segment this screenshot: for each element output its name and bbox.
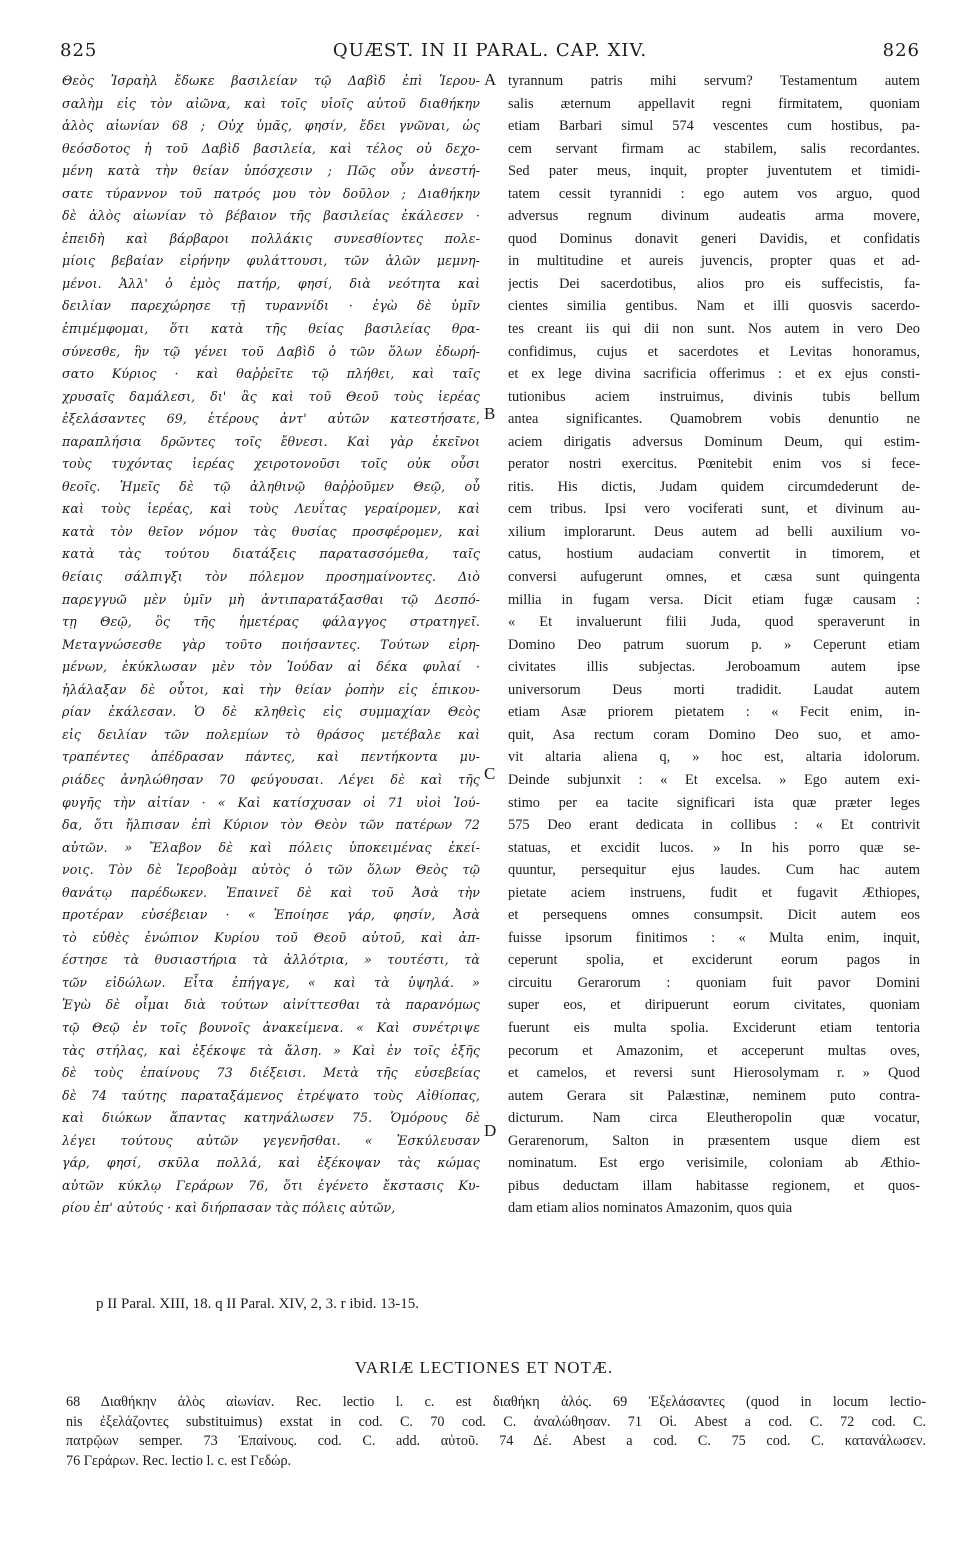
variae-lectiones-notes <box>66 1393 926 1471</box>
note-line: 68 Διαθήκην ἁλὸς αἰωνίαν. Rec. lectio l. c. est διαθήκη ἁλός. 69 Ἐξελάσαντες (quod in locum lectio- <box>66 1394 926 1410</box>
latin-text-line: et camelos, et reversi sunt Hierosolymam r. » Quod <box>508 1065 920 1082</box>
latin-text-line: Gerarenorum, Salton in præsentem usque diem est <box>508 1132 920 1149</box>
greek-text-line: ἐπιμέμφομαι, ὅτι κατὰ τῆς θείας βασιλείας θρα- <box>62 321 480 337</box>
latin-text-line: etiam Barbari simul 574 vescentes cum hostibus, pa- <box>508 118 920 135</box>
latin-text-line: statuas, et excidit lucos. » In his porro quæ se- <box>508 839 920 856</box>
greek-text-line: ἐξελάσαντες 69, ἑτέρους ἀντ' αὐτῶν κατεστήσατε, <box>62 411 480 427</box>
greek-text-line: παραπλήσια δρῶντες τοῖς ἔθνεσι. Καὶ γὰρ ἐκεῖνοι <box>62 433 480 449</box>
latin-text-line: tutionibus aciem instruimus, divinis tubis bellum <box>508 388 920 405</box>
note-line: 76 Γεράρων. Rec. lectio l. c. est Γεδώρ. <box>66 1452 292 1469</box>
greek-text-line: τὰς στήλας, καὶ ἐξέκοψε τὰ ἄλση. » Καὶ ἐν τοῖς ἑξῆς <box>62 1042 480 1058</box>
latin-text-line: adversus regnum divinum audeatis arma movere, <box>508 208 920 225</box>
greek-text-line: ρίαν ἐκάλεσαν. Ὁ δὲ κληθεὶς εἰς συμμαχίαν Θεὸς <box>62 704 480 720</box>
greek-text-line: γάρ, φησί, σκῦλα πολλά, καὶ ἐξέκοψαν τὰς κώμας <box>62 1155 480 1171</box>
greek-text-line: καὶ τοὺς ἱερέας, καὶ τοὺς Λευΐτας γεραίρομεν, καὶ <box>62 501 480 517</box>
latin-text-line: et ex lege divina sacrificia offerimus : et ex ejus consti- <box>508 366 920 383</box>
greek-text-line: δὲ 74 ταύτης παραταξάμενος ἐτρέψατο τοὺς Αἰθίοπας, <box>62 1087 480 1103</box>
greek-text-line: σατο Κύριος · καὶ θαῤῥεῖτε τῷ πλήθει, καὶ ταῖς <box>62 366 480 382</box>
latin-text-line: cem servant firmam ac stabilem, salis recordantes. <box>508 140 920 157</box>
greek-text-line: κατὰ τὰς τούτου διατάξεις παρατασσόμεθα, ταῖς <box>62 546 480 562</box>
greek-text-line: αὐτῶν. » Ἔλαβον δὲ καὶ πόλεις ὑποκειμένας ἐκεί- <box>62 839 480 855</box>
greek-text-line: Μεταγνώσεσθε γὰρ τοῦτο ποιήσαντες. Τούτων εἰρη- <box>62 636 480 652</box>
running-title: QUÆST. IN II PARAL. CAP. XIV. <box>332 40 648 61</box>
note-line: nis ἐξελάζοντες substituimus) exstat in cod. C. 70 cod. C. ἀναλώθησαν. 71 Οἱ. Abest a cod. C. 72 cod. C. <box>66 1413 926 1430</box>
greek-text-line: δειλίαν παρεχώρησε τῇ τυραννίδι · ἐγὼ δὲ ὑμῖν <box>62 298 480 314</box>
latin-text-line: quuntur, persequitur ejus laudes. Cum hac autem <box>508 862 920 879</box>
page-number-left: 825 <box>60 40 98 61</box>
greek-text-line: παρεγγυῶ μὲν ὑμῖν μὴ ἀντιπαρατάξασθαι τῷ Δεσπό- <box>62 591 480 607</box>
greek-text-line: έστησε τὰ θυσιαστήρια τὰ ἀλλότρια, » τουτέστι, τὰ <box>62 952 480 968</box>
greek-text-line: θανάτῳ παρέδωκεν. Ἐπαινεῖ δὲ καὶ τοῦ Ἀσὰ τὴν <box>62 884 480 900</box>
greek-text-line: προτέραν εὐσέβειαν · « Ἐποίησε γάρ, φησίν, Ἀσὰ <box>62 907 480 923</box>
greek-text-line: Θεὸς Ἰσραὴλ ἔδωκε βασιλείαν τῷ Δαβὶδ ἐπὶ Ἱερου- <box>62 73 480 88</box>
latin-text-line: cientes similia gentibus. Nam et illi quosvis sacerdo- <box>508 298 920 315</box>
latin-text-line: tyrannum patris mihi servum? Testamentum autem <box>508 73 920 89</box>
greek-text-line: ἠλάλαξαν δὲ οὗτοι, καὶ τὴν θείαν ῥοπὴν εἰς ἐπικου- <box>62 681 480 697</box>
variae-lectiones-title: VARIÆ LECTIONES ET NOTÆ. <box>354 1358 614 1377</box>
latin-text-line: pietate aciem instruens, fudit et fugavit Æthiopes, <box>508 884 920 901</box>
latin-text-line: Sed pater meus, inquit, propter juventutem et timidi- <box>508 163 920 180</box>
greek-text-line: θείαις σάλπιγξι τὸν πόλεμον προσημαίνοντες. Διὸ <box>62 569 480 585</box>
greek-text-line: σύνεσθε, ἣν τῷ γένει τοῦ Δαβὶδ ὁ τῶν ὅλων ἐδωρή- <box>62 343 480 359</box>
latin-text-line: « Et invaluerunt filii Juda, quod speraverunt in <box>508 614 920 631</box>
greek-text-line: δα, ὅτι ἤλπισαν ἐπὶ Κύριον τὸν Θεὸν τῶν πατέρων 72 <box>62 817 480 833</box>
latin-text-line: conversi aufugerunt omnes, et cæsa sunt quingenta <box>508 569 920 586</box>
note-line: πατρῷων semper. 73 Ἐπαίνους. cod. C. add. αὐτοῦ. 74 Δέ. Abest a cod. C. 75 cod. C. κατανάλωσεν. <box>66 1433 926 1449</box>
scripture-references: p II Paral. XIII, 18. q II Paral. XIV, 2, 3. r ibid. 13-15. <box>96 1296 419 1312</box>
latin-text-line: nominatum. Est ergo verisimile, coloniam ab Æthio- <box>508 1155 920 1172</box>
latin-text-line: dam etiam alios nominatos Amazonim, quos quia <box>508 1200 793 1217</box>
greek-text-line: τοὺς τυχόντας ἱερέας χειροτονοῦσι τοῖς οὐκ οὖσι <box>62 456 480 472</box>
latin-text-line: Domino Deo patrum suorum p. » Ceperunt etiam <box>508 636 920 653</box>
latin-text-line: ritis. His dictis, Judam quidem circumdederunt de- <box>508 478 920 495</box>
margin-letter-a: A <box>484 70 497 89</box>
latin-text-line: cem tribus. Ipsi vero vociferati sunt, et divinum au- <box>508 501 920 518</box>
latin-text-line: salis æternum appellavit regni firmitatem, quoniam <box>508 95 920 112</box>
margin-letter-b: B <box>484 404 496 423</box>
latin-column <box>508 70 920 1220</box>
greek-text-line: τῶν εἰδώλων. Εἶτα ἐπήγαγε, « καὶ τὰ ὑψηλά. » <box>62 974 480 990</box>
greek-text-line: τραπέντες ἀπέδρασαν πάντες, καὶ πεντήκοντα μυ- <box>62 749 480 765</box>
greek-text-line: κατὰ τὸν θεῖον νόμον τὰς θυσίας προσφέρομεν, καὶ <box>62 523 480 539</box>
greek-text-line: μένοι. Ἀλλ' ὁ ἐμὸς πατήρ, φησί, διὰ νεότητα καὶ <box>62 275 480 291</box>
latin-text-line: tatem cessit tyrannidi : ego autem vos arguo, quod <box>508 185 920 202</box>
greek-text-line: τὸ εὐθὲς ἐνώπιον Κυρίου τοῦ Θεοῦ αὐτοῦ, καὶ ἀπ- <box>62 929 480 945</box>
greek-text-line: μίοις βεβαίαν εἰρήνην φυλάττουσι, τῶν ἁλῶν μεμνη- <box>62 253 480 269</box>
latin-text-line: ceperunt spolia, et exciderunt eorum pagos in <box>508 952 920 969</box>
greek-text-line: δὲ ἁλὸς αἰωνίαν τὸ βέβαιον τῆς βασιλείας ἐκάλεσεν · <box>62 208 480 224</box>
latin-text-line: fuisse ipsorum finitimos : « Multa enim, inquit, <box>508 929 920 946</box>
latin-text-line: circuitu Gerarorum : quoniam fuit pavor Domini <box>508 974 920 991</box>
latin-text-line: catus, hostium audaciam convertit in timorem, et <box>508 546 920 563</box>
greek-text-line: χρυσαῖς δαμάλεσι, δι' ἃς καὶ τοῦ Θεοῦ τοὺς ἱερέας <box>62 388 480 404</box>
latin-text-line: aciem dirigatis adversus Dominum Deum, qui estim- <box>508 433 920 450</box>
greek-text-line: θεοῖς. Ἡμεῖς δὲ τῷ ἀληθινῷ θαῤῥοῦμεν Θεῷ, οὗ <box>62 478 480 494</box>
greek-text-line: μένων, ἐκύκλωσαν μὲν τὸν Ἰούδαν αἱ δέκα φυλαί · <box>62 659 480 675</box>
latin-text-line: et persequens omnes consumpsit. Dicit autem eos <box>508 907 920 924</box>
latin-text-line: perator nostri exercitus. Pœnitebit enim vos si fece- <box>508 456 920 473</box>
latin-text-line: super eos, et diripuerunt eorum civitates, quoniam <box>508 997 920 1014</box>
latin-text-line: in multitudine et aureis juvencis, propter quas et ad- <box>508 253 920 270</box>
greek-text-line: δὲ τοὺς ἐπαίνους 73 διέξεισι. Μετὰ τῆς εὐσεβείας <box>62 1065 480 1081</box>
greek-text-line: λέγει τούτους αὐτῶν γεγενῆσθαι. « Ἐσκύλευσαν <box>62 1132 480 1148</box>
latin-text-line: 575 Deo erant dedicata in collibus : « Et contrivit <box>508 817 920 834</box>
latin-text-line: xilium implorarunt. Deus autem ad belli auxilium vo- <box>508 523 920 540</box>
greek-text-line: νοις. Τὸν δὲ Ἱεροβοὰμ αὐτὸς ὁ τῶν ὅλων Θεὸς τῷ <box>62 862 480 878</box>
latin-text-line: confidimus, cujus et sacerdotes et Levitas honoramus, <box>508 343 920 360</box>
running-header <box>60 40 920 66</box>
greek-text-line: καὶ διώκων ἅπαντας κατηνάλωσεν 75. Ὁμόρους δὲ <box>62 1110 480 1126</box>
greek-text-line: σατε τύραννον τοῦ πατρός μου τὸν δοῦλον ; Διαθήκην <box>62 185 480 201</box>
page-number-right: 826 <box>882 40 920 61</box>
greek-text-line: τῷ Θεῷ ἐν τοῖς βουνοῖς ἀνακείμενα. « Καὶ συνέτριψε <box>62 1019 480 1035</box>
margin-letter-d: D <box>484 1121 497 1140</box>
latin-text-line: fuerunt eis multa spolia. Exciderunt etiam tentoria <box>508 1019 920 1036</box>
greek-text-line: σαλὴμ εἰς τὸν αἰῶνα, καὶ τοῖς υἱοῖς αὐτοῦ διαθήκην <box>62 95 480 111</box>
latin-text-line: tes creant iis qui dii non sunt. Nos autem in vero Deo <box>508 321 920 338</box>
latin-text-line: quod Dominus donavit generi Davidis, et confidatis <box>508 230 920 247</box>
latin-text-line: antea significantes. Quamobrem vobis denuntio ne <box>508 411 920 428</box>
greek-text-line: αὐτῶν κύκλῳ Γεράρων 76, ὅτι ἐγένετο ἔκστασις Κυ- <box>62 1177 480 1193</box>
latin-text-line: vit altaria aliena q, » hoc est, altaria idolorum. <box>508 749 920 766</box>
greek-text-line: φυγῆς τὴν αἰτίαν · « Καὶ κατίσχυσαν οἱ 71 υἱοὶ Ἰού- <box>62 794 480 810</box>
greek-text-line: τῃ Θεῷ, ὃς τῆς ἡμετέρας φάλαγγος στρατηγεῖ. <box>62 614 480 630</box>
latin-text-line: stimo per ea tacite significari ista quæ præter leges <box>508 794 920 811</box>
latin-text-line: Deinde subjunxit : « Et excelsa. » Ego autem exi- <box>508 771 920 788</box>
greek-text-line: Ἐγὼ δὲ οἶμαι διὰ τούτων αἰνίττεσθαι τὰ παρανόμως <box>62 997 480 1013</box>
latin-text-line: universorum Deus morti tradidit. Laudat autem <box>508 681 920 698</box>
greek-text-line: ριάδες ἀνηλώθησαν 70 φεύγουσαι. Λέγει δὲ καὶ τῆς <box>62 771 480 787</box>
greek-column <box>62 70 480 1220</box>
latin-text-line: quit, Asa rectum coram Domino Deo suo, et amo- <box>508 726 920 743</box>
latin-text-line: etiam Asæ priorem pietatem : « Fecit enim, in- <box>508 704 920 721</box>
greek-text-line: μένη κατὰ τὴν θείαν ὑπόσχεσιν ; Πῶς οὖν ἀνεστή- <box>62 163 480 179</box>
greek-text-line: θεόσδοτος ἡ τοῦ Δαβὶδ βασιλεία, καὶ τέλος οὐ δεχο- <box>62 140 480 156</box>
latin-text-line: jectis Dei sacerdotibus, alios pro eis suffecistis, fa- <box>508 275 920 292</box>
latin-text-line: civitates illis subjectas. Jeroboamum autem ipse <box>508 659 920 676</box>
latin-text-line: pibus deductam illam habitasse regionem, et quos- <box>508 1177 920 1194</box>
latin-text-line: dicturum. Nam circa Eleutheropolin quæ vocatur, <box>508 1110 920 1127</box>
latin-text-line: pecorum et Amazonim, et acceperunt multas oves, <box>508 1042 920 1059</box>
greek-text-line: ἐπειδὴ καὶ βάρβαροι πολλάκις συνεσθίοντες πολε- <box>62 230 480 246</box>
margin-letter-c: C <box>484 764 496 783</box>
latin-text-line: autem Gerara sit Palæstinæ, neminem puto contra- <box>508 1087 920 1104</box>
greek-text-line: ἁλὸς αἰωνίαν 68 ; Οὐχ ὑμᾶς, φησίν, ἔδει γνῶναι, ὡς <box>62 118 480 134</box>
greek-text-line: ρίου ἐπ' αὐτούς · καὶ διήρπασαν τὰς πόλεις αὐτῶν, <box>62 1200 396 1216</box>
greek-text-line: εἰς δειλίαν τῶν πολεμίων τὸ θράσος μετέβαλε καὶ <box>62 726 480 742</box>
latin-text-line: millia in fugam versa. Dicit etiam fugæ causam : <box>508 591 920 608</box>
